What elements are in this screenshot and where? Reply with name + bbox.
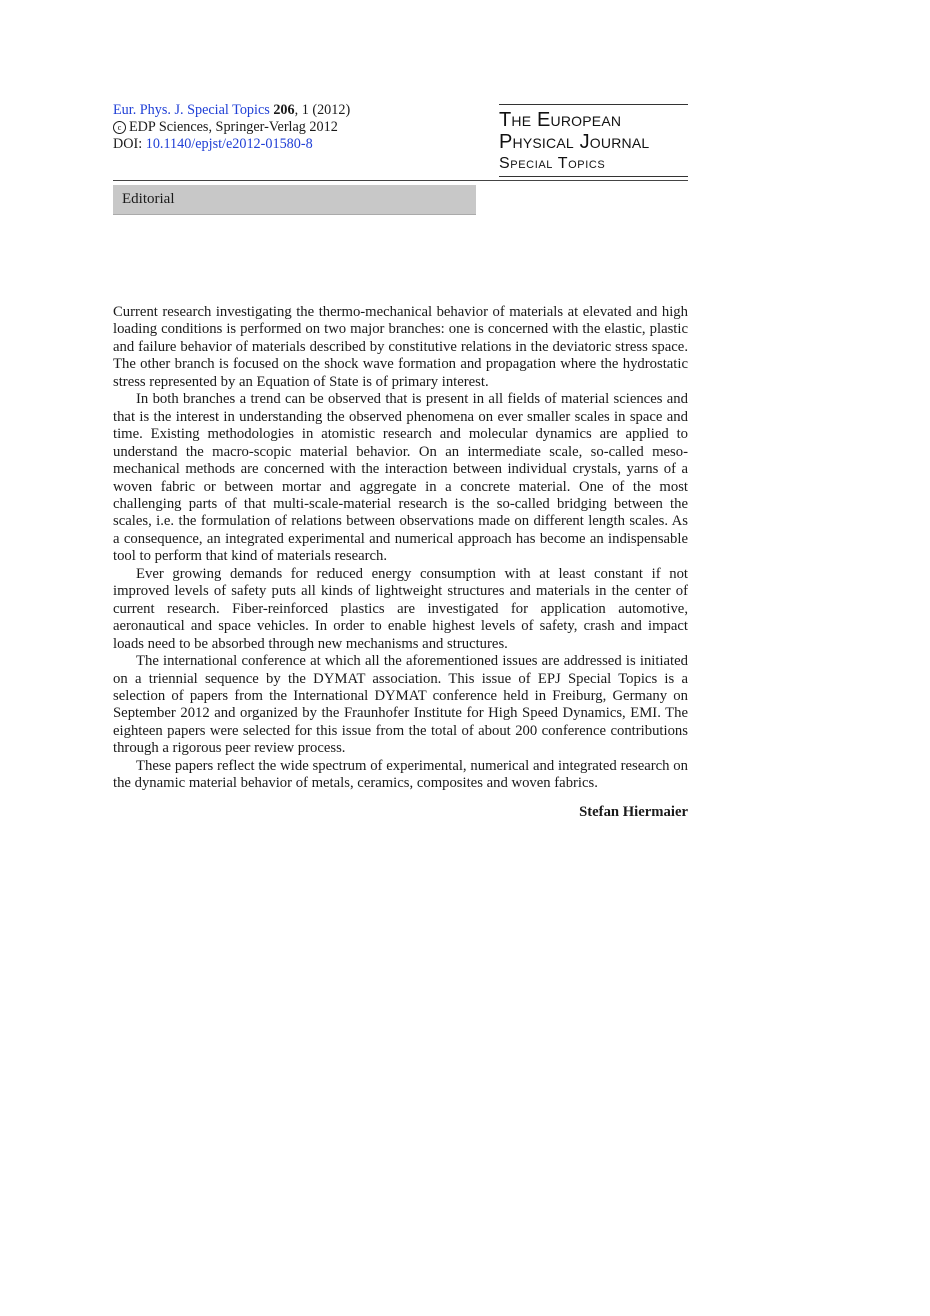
paragraph: Ever growing demands for reduced energy consumption with at least constant if not improved levels of safety puts all kinds of lightweight structures and materials in the center of current research. Fiber-reinforced plastics are investigated for application automotive, aeronautical and space vehicles. In order to enable highest levels of safety, crash and impact loads need to be absorbed through new mechanisms and structures. <box>113 565 688 652</box>
header-divider <box>113 180 688 181</box>
paragraph: These papers reflect the wide spectrum of experimental, numerical and integrated research on the dynamic material behavior of metals, ceramics, composites and woven fabrics. <box>113 757 688 792</box>
journal-title-line2: Physical Journal <box>499 131 650 153</box>
doi-link[interactable]: 10.1140/epjst/e2012-01580-8 <box>145 135 313 152</box>
journal-title-line3: Special Topics <box>499 155 606 172</box>
masthead-bottom-rule <box>499 176 688 177</box>
copyright-icon: c <box>113 121 126 134</box>
doi-line <box>113 136 413 153</box>
article-body <box>113 304 688 821</box>
citation-line <box>113 102 413 119</box>
copyright-line <box>113 119 413 136</box>
journal-masthead <box>499 104 688 177</box>
doi-label: DOI: <box>113 135 146 152</box>
citation-block <box>113 102 413 152</box>
section-label-bar <box>113 185 476 215</box>
journal-title-line1: The European <box>499 109 622 131</box>
paragraph: The international conference at which all the aforementioned issues are addressed is initiated on a triennial sequence by the DYMAT association. This issue of EPJ Special Topics is a selection of papers from the International DYMAT conference held in Freiburg, Germany on September 2012 and organized by the Fraunhofer Institute for High Speed Dynamics, EMI. The eighteen papers were selected for this issue from the total of about 200 conference contributions through a rigorous peer review process. <box>113 653 688 757</box>
author-signature: Stefan Hiermaier <box>579 803 688 820</box>
issue-year: , 1 (2012) <box>294 102 351 118</box>
masthead-top-rule <box>499 104 688 105</box>
copyright-text: EDP Sciences, Springer-Verlag 2012 <box>129 118 338 135</box>
section-label: Editorial <box>122 191 175 207</box>
paragraph: Current research investigating the thermo-mechanical behavior of materials at elevated and high loading conditions is performed on two major branches: one is concerned with the elastic, plastic and failure behavior of materials described by constitutive relations in the deviatoric stress space. The other branch is focused on the shock wave formation and propagation where the hydrostatic stress represented by an Equation of State is of primary interest. <box>113 304 688 390</box>
paragraph: In both branches a trend can be observed that is present in all fields of material sciences and that is the interest in understanding the observed phenomena on ever smaller scales in space and time. Existing methodologies in atomistic research and molecular dynamics are applied to understand the macro-scopic material behavior. On an intermediate scale, so-called meso-mechanical methods are concerned with the interaction between individual crystals, yarns of a woven fabric or between mortar and aggregate in a concrete material. One of the most challenging parts of that multi-scale-material research is the so-called bridging between the scales, i.e. the formulation of relations between observations made on different length scales. As a consequence, an integrated experimental and numerical approach has become an indispensable tool to perform that kind of materials research. <box>113 391 688 565</box>
volume-number: 206 <box>273 102 295 118</box>
journal-link[interactable]: Eur. Phys. J. Special Topics <box>113 102 270 118</box>
